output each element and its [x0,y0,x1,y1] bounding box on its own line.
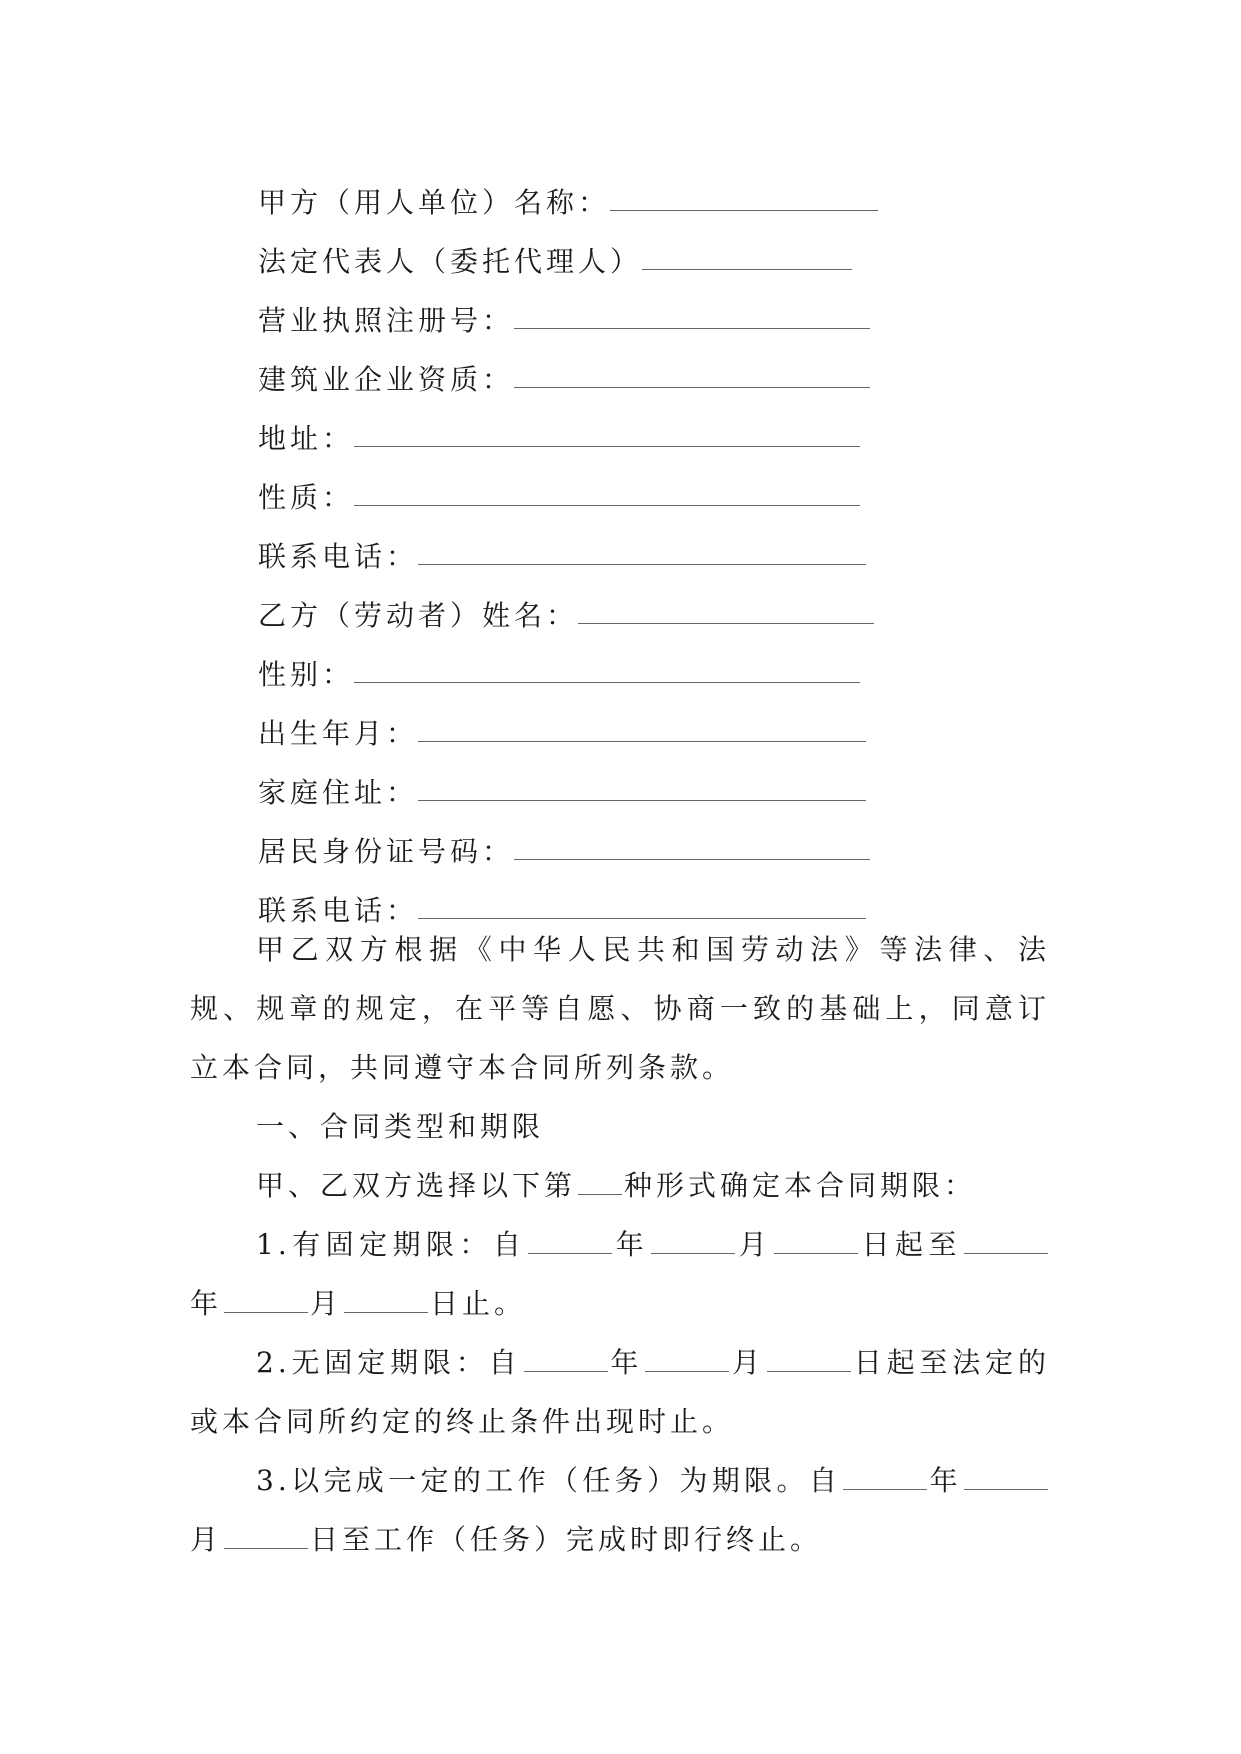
party-b-id-field [258,811,918,870]
opt2-day-blank[interactable] [767,1370,851,1372]
year-text: 年 [614,1228,650,1261]
party-a-name-field [258,162,918,221]
opt2-year-blank[interactable] [524,1370,608,1372]
option-3-tail: 日至工作（任务）完成时即行终止。 [310,1523,823,1556]
start-year-blank[interactable] [528,1252,612,1254]
party-a-phone-label: 联系电话： [258,540,419,573]
party-b-home-blank[interactable] [418,799,866,801]
party-b-name-blank[interactable] [578,622,874,624]
party-a-phone-field [258,516,918,575]
term-choice-blank[interactable] [578,1193,622,1195]
party-b-home-field [258,752,918,811]
option-2-paragraph [190,1333,1050,1451]
contract-body [190,920,1050,1569]
party-a-qualification-field [258,339,918,398]
party-a-rep-blank[interactable] [642,268,852,270]
month-text: 月 [737,1228,773,1261]
day-until-text: 日止。 [430,1287,527,1320]
party-a-license-field [258,280,918,339]
start-day-blank[interactable] [774,1252,858,1254]
party-b-birth-label: 出生年月： [258,717,419,750]
option-3-paragraph [190,1451,1050,1569]
opt2-month-blank[interactable] [645,1370,729,1372]
end-year-pre-blank[interactable] [964,1252,1048,1254]
party-a-rep-label: 法定代表人（委托代理人） [258,245,643,278]
party-b-gender-field [258,634,918,693]
party-b-phone-label: 联系电话： [258,894,419,927]
party-a-name-label: 甲方（用人单位）名称： [258,186,611,219]
party-b-name-field [258,575,918,634]
party-a-rep-field [258,221,918,280]
option-2-pre: 2.无固定期限：自 [256,1346,522,1379]
party-b-home-label: 家庭住址： [258,776,419,809]
party-b-birth-blank[interactable] [418,740,866,742]
opt3-year-blank[interactable] [843,1488,927,1490]
year-text: 年 [609,1346,644,1379]
end-month-blank[interactable] [224,1311,308,1313]
party-a-license-blank[interactable] [514,327,870,329]
party-info-fields [258,162,918,929]
intro-paragraph: 甲乙双方根据《中华人民共和国劳动法》等法律、法规、规章的规定，在平等自愿、协商一致的基础上，同意订立本合同，共同遵守本合同所列条款。 [190,933,1050,1084]
party-a-nature-field [258,457,918,516]
party-a-phone-blank[interactable] [418,563,866,565]
party-b-phone-blank[interactable] [418,917,866,919]
term-choice-pre: 甲、乙双方选择以下第 [256,1169,577,1202]
month-text: 月 [190,1523,223,1556]
option-1-paragraph [190,1215,1050,1333]
term-choice-paragraph [190,1156,1050,1215]
party-a-address-blank[interactable] [354,445,860,447]
party-a-nature-blank[interactable] [354,504,860,506]
party-b-id-blank[interactable] [514,858,870,860]
opt3-day-blank[interactable] [224,1547,308,1549]
start-month-blank[interactable] [651,1252,735,1254]
day-from-to-text: 日起至 [860,1228,962,1261]
party-b-birth-field [258,693,918,752]
year-text: 年 [929,1464,962,1497]
party-a-qualification-blank[interactable] [514,386,870,388]
opt3-month-blank[interactable] [964,1488,1048,1490]
party-a-license-label: 营业执照注册号： [258,304,515,337]
party-b-name-label: 乙方（劳动者）姓名： [258,599,579,632]
option-3-pre: 3.以完成一定的工作（任务）为期限。自 [256,1464,842,1497]
party-a-nature-label: 性质： [258,481,355,514]
party-a-address-field [258,398,918,457]
option-2-tail: 日起至法定的或本合同所约定的终止条件出现时止。 [190,1346,1050,1438]
party-b-gender-label: 性别： [258,658,355,691]
party-a-address-label: 地址： [258,422,355,455]
party-b-gender-blank[interactable] [354,681,860,683]
end-day-blank[interactable] [344,1311,428,1313]
section-1-heading: 一、合同类型和期限 [256,1110,545,1143]
party-a-name-blank[interactable] [610,209,878,211]
party-b-id-label: 居民身份证号码： [258,835,515,868]
term-choice-post: 种形式确定本合同期限： [624,1169,977,1202]
party-a-qualification-label: 建筑业企业资质： [258,363,515,396]
option-1-pre: 1.有固定期限：自 [256,1228,527,1261]
year-text: 年 [190,1287,223,1320]
month-text: 月 [731,1346,765,1379]
month-text: 月 [310,1287,343,1320]
